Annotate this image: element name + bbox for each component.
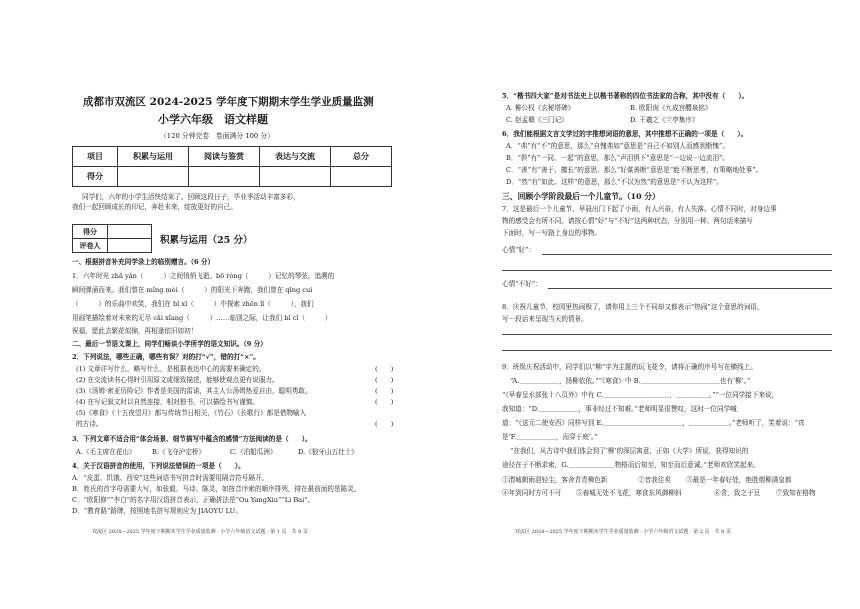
q6-item[interactable]: C．“善”有“善于、擅长”的意思，那么“好谋善断”意思是“能不断思考，有策略地处事”。 [506,166,763,174]
score-row-label: 得分 [73,167,118,187]
answer-mark[interactable]: ( ) [375,398,394,406]
q3-option[interactable]: B.《飞夺泸定桥》 [152,448,206,456]
answer-line[interactable] [502,270,832,271]
score-header: 积累与运用 [118,147,189,167]
q1-title: 一、根据拼音补充同学录上的临别赠言。（6 分） [72,258,215,266]
q2-item: (3)《汤姆·索亚历险记》作者是美国的雷诺，其主人公汤姆热爱自由，聪明勇敢。 [76,387,312,395]
q9-line: 9．班级庆祝活动中，同学们以“柳”字为主题的玩飞花令，请将正确的序号写在横线上。 [502,363,757,371]
q6-item[interactable]: B．“俱”有“一同、一起”的意思，那么“声泪俱下”意思是“一边说一边流泪”。 [506,154,730,162]
time-note: （120 分钟完卷 卷面满分 100 分） [160,132,274,140]
q3-option[interactable]: D.《狼牙山五壮士》 [298,448,358,456]
q2-item: (5)《寒食》《十五夜望月》都与传统节日相关，《竹石》《长歌行》都是借物喻人 [76,409,307,417]
q5-option[interactable]: B. 欧阳询《九成宫醴泉铭》 [630,104,712,112]
q5-option[interactable]: D. 王羲之《兰亭集序》 [630,116,699,124]
q9-line: “在我们，从古诗中我们体会到了‘柳’的深层寓意，正如《大学》所说，获得知识的 [510,447,749,455]
answer-line[interactable] [502,350,832,351]
score-header: 总分 [331,147,392,167]
page-footer: 双流区 2024—2025 学年度下期期末学生学业质量监测 · 小学六年级语文试题 · 第 1 页 共 8 页 [92,529,308,535]
q9-line: 是‘F.＿＿＿＿＿＿，而穿于庭’。” [502,433,598,441]
q4-item[interactable]: D．“教育路”路牌，按照地名拼写规则应为 JIAOYU LU。 [72,507,242,515]
q9-option: ③最是一年春好处，绝胜烟柳满皇都 [686,476,792,484]
q5-option[interactable]: C. 赵孟頫《三门记》 [506,116,568,124]
score-header: 阅读与鉴赏 [189,147,260,167]
q9-option: ①渭城朝雨浥轻尘，客舍青青柳色新 [502,476,608,484]
q1-line: 祝福，愿此去繁花似锦，再相逢依旧如初！ [72,327,198,335]
q7-line: 7．这是最后一个儿童节，早晨出门下起了小雨，有人兴奋，有人失落。心情不同时，对身边事 [502,205,777,213]
q2-item: 的古诗。 [76,420,103,428]
q7-line: 物的感受会有所不同。请按心情“好”与“不好”这两种状态，分别用一种、两句话来描写 [502,217,753,225]
q5-title: 5．“楷书四大家”是对书法史上以楷书著称的四位书法家的合称，其中没有（ ）。 [502,92,749,100]
q9-line: 道：“《送元二使安西》同样写到 E.＿＿＿＿＿＿＿＿＿＿＿＿，＿＿＿＿＿＿。”老师听了，笑着说：“真 [502,419,805,427]
q9-option: ②昔我往矣 [638,476,671,484]
grader-score-cell[interactable] [108,225,152,239]
score-table [72,146,392,187]
q2-item: (4) 在写记叙文时以自然连接，相对独书，可以描绘书写谨慎。 [76,398,259,406]
mood-good-label: 心情“好”： [502,246,536,254]
answer-mark[interactable]: ( ) [375,420,394,428]
q9-option: ④年到同时方可不可 [502,489,562,497]
answer-line[interactable] [548,288,832,289]
q1-line: 1．六年时光 zhǎ yǎn（ ）之间悄悄飞逝。bō ròng（ ）记忆的琴弦，追溯的 [72,272,335,280]
q4-item[interactable]: C．“欧阳修”“李白”的名字用汉语拼音表示，正确拼法是“Ou YangXiu”“Li Bai”。 [72,496,315,504]
grader-name-label: 评卷人 [73,239,108,253]
section3-title: 三、回顾小学阶段最后一个儿童节。（10 分） [502,192,660,201]
answer-line[interactable] [542,254,832,255]
q3-option[interactable]: C.《泊船瓜洲》 [230,448,277,456]
q6-item[interactable]: A．“弗”有“不”的意思，那么“自愧弗如”意思是“自己不如别人而感到惭愧”。 [506,142,729,150]
score-cell[interactable] [189,167,260,187]
q2-subtitle: 2．下列说法，哪些正确，哪些有误？对的打“√”，错的打“×”。 [72,353,260,361]
score-cell[interactable] [260,167,331,187]
q8-line: 写一段话来呈现当天的情景。 [502,315,588,323]
subject-title: 小学六年级 语文样题 [158,113,268,126]
q9-option: ⑦致知在格物 [776,489,816,497]
score-cell[interactable] [118,167,189,187]
grader-box [72,224,152,253]
answer-mark[interactable]: ( ) [375,376,394,384]
q4-item[interactable]: B．姓氏的首字母需要大写，如张毅、马诗、陈灵，如按音序索的顺序排列，排在最前面的是陈灵。 [72,485,361,493]
intro-line: 我们一起回顾成长的印记，奔赴未来，绽放更好的自己。 [72,203,237,211]
mood-bad-label: 心情“不好”： [502,280,542,288]
q3-title: 3．下列文章不适合用“体会场景、细节描写中蕴含的感情”方法阅读的是（ ）。 [72,435,312,443]
section-title: 积累与运用（25 分） [160,235,253,246]
q4-item[interactable]: A．“皮蛋、饥饿、西安”这些词语书写拼音时需要用隔音符号隔开。 [72,474,269,482]
q7-line: 下面时，写一写路上身边的事物。 [502,229,601,237]
q9-option: ⑥贪，致之于亘 [714,489,761,497]
q9-line: “《早春呈水部张十八员外》中有 C.＿＿＿＿＿＿＿＿＿＿，＿＿＿＿＿。”“一位同学接下来说， [502,391,779,399]
q6-item[interactable]: D．“然”有“如此、这样”的意思，那么“不以为然”的意思是“不认为这样”。 [506,178,723,186]
q2-item: (1) 文章详写什么，略写什么，是根据表达中心的需要来确定的。 [76,365,266,373]
answer-line[interactable] [502,334,832,335]
q1-line: 用画笔描绘着对未来的无尽 cǎi xǐang（ ）……临别之际，让我们 bǐ cǐ（ ） [72,314,332,322]
q2-title: 二、最后一节语文课上，同学们畅谈小学所学的语文知识。（9 分） [72,340,267,348]
score-header: 表达与交流 [260,147,331,167]
q1-line: （ ）的乐曲中欢笑，我们在 bǐ xǐ（ ）中探索 zhēn lǐ（ ），我们 [72,300,314,308]
score-header: 项目 [73,147,118,167]
exam-page-2 [430,0,860,609]
grader-name-cell[interactable] [108,239,152,253]
answer-mark[interactable]: ( ) [375,387,394,395]
page-footer: 双流区 2024—2025 学年度下期期末学生学业质量监测 · 小学六年级语文试题 · 第 2 页 共 8 页 [515,529,731,535]
q9-line: 我知道：“D.＿＿＿＿＿＿，事非经过不知难。”老师明显很赞叹，这时一位同学喊 [502,405,737,413]
exam-title: 成都市双流区 2024-2025 学年度下期期末学生学业质量监测 [83,96,374,108]
q3-option[interactable]: A.《毛主席在花山》 [76,448,136,456]
q5-option[interactable]: A. 柳公权《玄秘塔碑》 [506,104,575,112]
q6-title: 6．我们能根据文言文学过的字推想词语的意思，其中推想不正确的一项是（ ）。 [502,130,748,138]
q9-line: “A.＿＿＿＿＿＿，扬柳依依。”“《寒食》中 B.＿＿＿＿＿＿＿＿＿＿＿＿也有‘柳’。” [510,377,751,385]
grader-score-label: 得分 [73,225,108,239]
q2-item: (2) 在交流读书心得时引用原文或细致描述，能够使观点更有说服力。 [76,376,279,384]
score-cell[interactable] [331,167,392,187]
q1-line: 瞬间弹涌而来。我们曾在 mǐng mèi（ ）的阳光下奔跑，我们曾在 qīng cuì [72,286,313,294]
answer-mark[interactable]: ( ) [375,365,394,373]
q4-title: 4．关于汉语拼音的使用，下列说法错误的一项是（ ）。 [72,462,245,470]
q8-line: 8．庆祝儿童节，校园里热闹极了，请你用上三个不同却又都表示“热闹”这个意思的词语， [502,303,764,311]
q9-option: ⑤春城无处不飞花，寒食东风御柳斜 [576,489,682,497]
intro-line: 同学们，六年的小学生活快结束了。回顾这段日子，毕业季活动丰富多彩， [82,193,300,201]
q9-line: 途径在于不断求索，G.＿＿＿＿＿＿＿物格而后知至，知至而后意诚。”老师欢欣笑起来。 [502,461,760,469]
